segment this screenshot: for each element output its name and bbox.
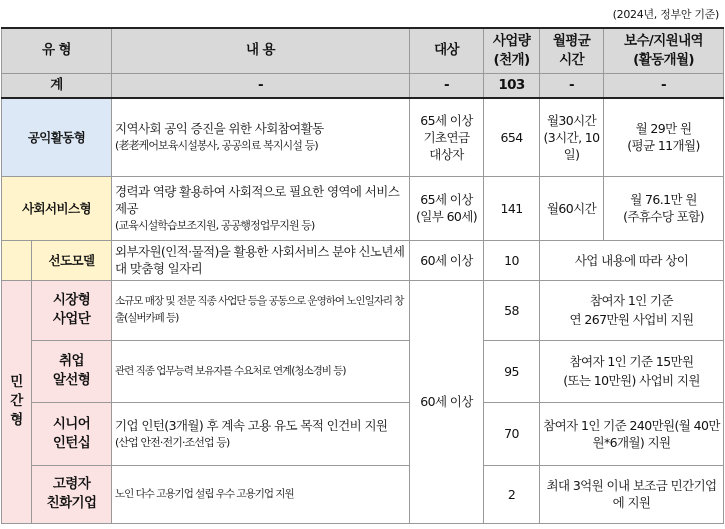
- header-row: [2, 28, 724, 73]
- content-social: [112, 176, 410, 240]
- content-market: 소규모 매장 및 전문 직종 사업단 등을 공동으로 운영하여 노인일자리 창출(실버카페 등): [112, 280, 410, 340]
- pay-leading: 사업 내용에 따라 상이: [540, 240, 724, 280]
- content-friendly: 노인 다수 고용기업 설립 우수 고용기업 지원: [112, 465, 410, 523]
- type-placement: 취업 알선형: [32, 340, 112, 402]
- volume-leading: 10: [484, 240, 540, 280]
- content-intern-sub: (산업 안전·전기·조선업 등): [115, 435, 230, 449]
- volume-public: 654: [484, 98, 540, 176]
- row-placement: [2, 340, 724, 402]
- content-leading: 외부자원(인적·물적)을 활용한 사회서비스 분야 신노년세대 맞춤형 일자리: [112, 240, 410, 280]
- type-market: 시장형 사업단: [32, 280, 112, 340]
- total-pay: -: [604, 73, 724, 98]
- header-pay: 보수/지원내역 (활동개월): [604, 28, 724, 73]
- pay-placement: 참여자 1인 기준 15만원 (또는 10만원) 사업비 지원: [540, 340, 724, 402]
- volume-friendly: 2: [484, 465, 540, 523]
- content-social-main: 경력과 역량 활용하여 사회적으로 필요한 영역에 서비스 제공: [115, 183, 400, 216]
- senior-job-program-table: [1, 27, 724, 524]
- content-public: [112, 98, 410, 176]
- row-market: [2, 280, 724, 340]
- target-public: 65세 이상 기초연금 대상자: [410, 98, 484, 176]
- header-target: 대상: [410, 28, 484, 73]
- row-public: [2, 98, 724, 176]
- total-hours: -: [540, 73, 604, 98]
- pay-market: 참여자 1인 기준 연 267만원 사업비 지원: [540, 280, 724, 340]
- target-private: 60세 이상: [410, 280, 484, 523]
- content-placement: 관련 직종 업무능력 보유자를 수요처로 연계(청소경비 등): [112, 340, 410, 402]
- total-label: 계: [2, 73, 112, 98]
- total-target: -: [410, 73, 484, 98]
- type-social: 사회서비스형: [2, 176, 112, 240]
- pay-intern: 참여자 1인 기준 240만원(월 40만원*6개월) 지원: [540, 402, 724, 465]
- header-volume: 사업량 (천개): [484, 28, 540, 73]
- target-leading: 60세 이상: [410, 240, 484, 280]
- total-content: -: [112, 73, 410, 98]
- row-social: [2, 176, 724, 240]
- header-hours: 월평균 시간: [540, 28, 604, 73]
- volume-market: 58: [484, 280, 540, 340]
- content-intern: [112, 402, 410, 465]
- pay-social: 월 76.1만 원 (주휴수당 포함): [604, 176, 724, 240]
- total-row: [2, 73, 724, 98]
- type-public: 공익활동형: [2, 98, 112, 176]
- total-volume: 103: [484, 73, 540, 98]
- pay-friendly: 최대 3억원 이내 보조금 민간기업에 지원: [540, 465, 724, 523]
- header-content: 내 용: [112, 28, 410, 73]
- volume-intern: 70: [484, 402, 540, 465]
- header-type: 유 형: [2, 28, 112, 73]
- row-leading: [2, 240, 724, 280]
- content-public-sub: (老老케어보육시설봉사, 공공의료 복지시설 등): [115, 139, 318, 153]
- type-friendly: 고령자 친화기업: [32, 465, 112, 523]
- row-friendly: [2, 465, 724, 523]
- private-label: 민간형: [10, 374, 23, 428]
- pay-public: 월 29만 원 (평균 11개월): [604, 98, 724, 176]
- type-leading: 선도모델: [32, 240, 112, 280]
- volume-social: 141: [484, 176, 540, 240]
- type-private: [2, 280, 32, 523]
- hours-social: 월60시간: [540, 176, 604, 240]
- content-public-main: 지역사회 공익 증진을 위한 사회참여활동: [115, 121, 324, 137]
- basis-note: (2024년, 정부안 기준): [612, 8, 719, 21]
- row-intern: [2, 402, 724, 465]
- content-intern-main: 기업 인턴(3개월) 후 계속 고용 유도 목적 인건비 지원: [115, 417, 388, 433]
- spacer-leading: [2, 240, 32, 280]
- target-social: 65세 이상 (일부 60세): [410, 176, 484, 240]
- content-social-sub: (교육시설학습보조지원, 공공행정업무지원 등): [115, 218, 315, 232]
- type-intern: 시니어 인턴십: [32, 402, 112, 465]
- hours-public: 월30시간 (3시간, 10 일): [540, 98, 604, 176]
- volume-placement: 95: [484, 340, 540, 402]
